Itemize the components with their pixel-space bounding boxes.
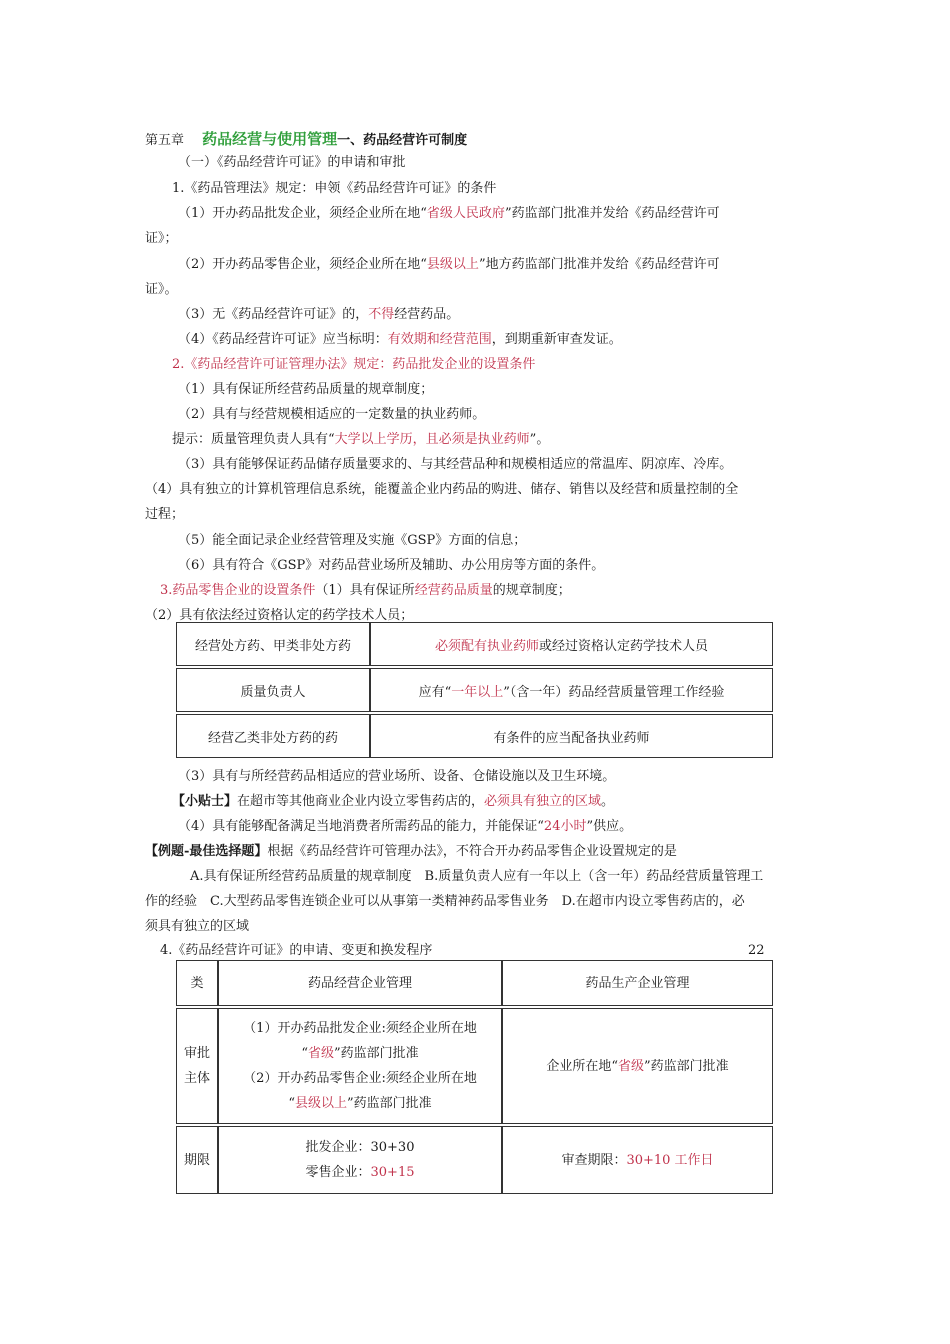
page-number: 22 bbox=[748, 943, 765, 958]
paragraph: （2）开办药品零售企业，须经企业所在地“县级以上”地方药监部门批准并发给《药品经营许可 bbox=[178, 257, 720, 272]
example-question: 【例题-最佳选择题】根据《药品经营许可管理办法》，不符合开办药品零售企业设置规定的是 bbox=[145, 844, 677, 859]
chapter-label: 第五章 bbox=[145, 133, 185, 148]
table-cell: 质量负责人 bbox=[176, 668, 370, 712]
paragraph: 1.《药品管理法》规定：申领《药品经营许可证》的条件 bbox=[172, 181, 497, 196]
table-row bbox=[176, 1008, 773, 1124]
paragraph: （4）具有能够配备满足当地消费者所需药品的能力，并能保证“24小时”供应。 bbox=[178, 819, 633, 834]
subsection-title: 3.药品零售企业的设置条件（1）具有保证所经营药品质量的规章制度； bbox=[160, 583, 571, 598]
paragraph: （3）具有与所经营药品相适应的营业场所、设备、仓储设施以及卫生环境。 bbox=[178, 769, 616, 784]
table-header-row bbox=[176, 960, 773, 1006]
table-cell: 经营乙类非处方药的药 bbox=[176, 714, 370, 758]
tip: 【小贴士】在超市等其他商业企业内设立零售药店的，必须具有独立的区域。 bbox=[172, 794, 615, 809]
paragraph: （4）具有独立的计算机管理信息系统，能覆盖企业内药品的购进、储存、销售以及经营和质量控制的全 bbox=[145, 482, 739, 497]
table-cell: 必须配有执业药师或经过资格认定药学技术人员 bbox=[370, 622, 773, 666]
table-cell: 企业所在地“省级”药监部门批准 bbox=[502, 1008, 773, 1124]
table-row bbox=[176, 714, 773, 758]
example-options: 须具有独立的区域 bbox=[145, 919, 250, 934]
table-cell: 审查期限：30+10 工作日 bbox=[502, 1126, 773, 1194]
subsection-title: 4.《药品经营许可证》的申请、变更和换发程序 bbox=[160, 943, 433, 958]
table-cell: 应有“一年以上”（含一年）药品经营质量管理工作经验 bbox=[370, 668, 773, 712]
table-cell: 经营处方药、甲类非处方药 bbox=[176, 622, 370, 666]
paragraph: 过程； bbox=[145, 507, 185, 522]
table-row bbox=[176, 668, 773, 712]
table-cell: 审批主体 bbox=[176, 1008, 218, 1124]
table-cell: 期限 bbox=[176, 1126, 218, 1194]
table-row bbox=[176, 1126, 773, 1194]
paragraph: （1）具有保证所经营药品质量的规章制度； bbox=[178, 382, 434, 397]
paragraph: （1）开办药品批发企业，须经企业所在地“省级人民政府”药监部门批准并发给《药品经营许可 bbox=[178, 206, 720, 221]
paragraph: （2）具有依法经过资格认定的药学技术人员； bbox=[145, 608, 414, 623]
section-title: 一、药品经营许可制度 bbox=[337, 133, 468, 148]
paragraph: （4）《药品经营许可证》应当标明：有效期和经营范围，到期重新审查发证。 bbox=[178, 332, 622, 347]
table-row bbox=[176, 622, 773, 666]
subsection-title: 2.《药品经营许可证管理办法》规定：药品批发企业的设置条件 bbox=[172, 357, 536, 372]
subsection-title: （一）《药品经营许可证》的申请和审批 bbox=[178, 155, 406, 170]
tip: 提示：质量管理负责人具有“大学以上学历，且必须是执业药师”。 bbox=[172, 432, 550, 447]
paragraph: （3）具有能够保证药品储存质量要求的、与其经营品种和规模相适应的常温库、阴凉库、冷库。 bbox=[178, 457, 733, 472]
paragraph: （2）具有与经营规模相适应的一定数量的执业药师。 bbox=[178, 407, 486, 422]
paragraph: （3）无《药品经营许可证》的，不得经营药品。 bbox=[178, 307, 460, 322]
table-cell: 有条件的应当配备执业药师 bbox=[370, 714, 773, 758]
example-options: A.具有保证所经营药品质量的规章制度 B.质量负责人应有一年以上（含一年）药品经营质量管理工 bbox=[190, 869, 764, 884]
table-cell: （1）开办药品批发企业:须经企业所在地 “省级”药监部门批准 （2）开办药品零售企业:须经企业所在地 “县级以上”药监部门批准 bbox=[218, 1008, 502, 1124]
paragraph: （6）具有符合《GSP》对药品营业场所及辅助、办公用房等方面的条件。 bbox=[178, 558, 605, 573]
table-header-cell: 药品经营企业管理 bbox=[218, 960, 502, 1006]
table-header-cell: 药品生产企业管理 bbox=[502, 960, 773, 1006]
paragraph: （5）能全面记录企业经营管理及实施《GSP》方面的信息； bbox=[178, 533, 527, 548]
paragraph: 证》。 bbox=[145, 282, 178, 297]
license-procedure-table bbox=[176, 960, 773, 1194]
paragraph: 证》； bbox=[145, 231, 178, 246]
chapter-title: 药品经营与使用管理 bbox=[202, 130, 338, 148]
example-options: 作的经验 C.大型药品零售连锁企业可以从事第一类精神药品零售业务 D.在超市内设立零售药店的，必 bbox=[145, 894, 745, 909]
table-header-cell: 类 bbox=[176, 960, 218, 1006]
pharmacist-requirements-table bbox=[176, 622, 773, 758]
chapter-heading bbox=[145, 130, 467, 150]
table-cell: 批发企业：30+30 零售企业：30+15 bbox=[218, 1126, 502, 1194]
